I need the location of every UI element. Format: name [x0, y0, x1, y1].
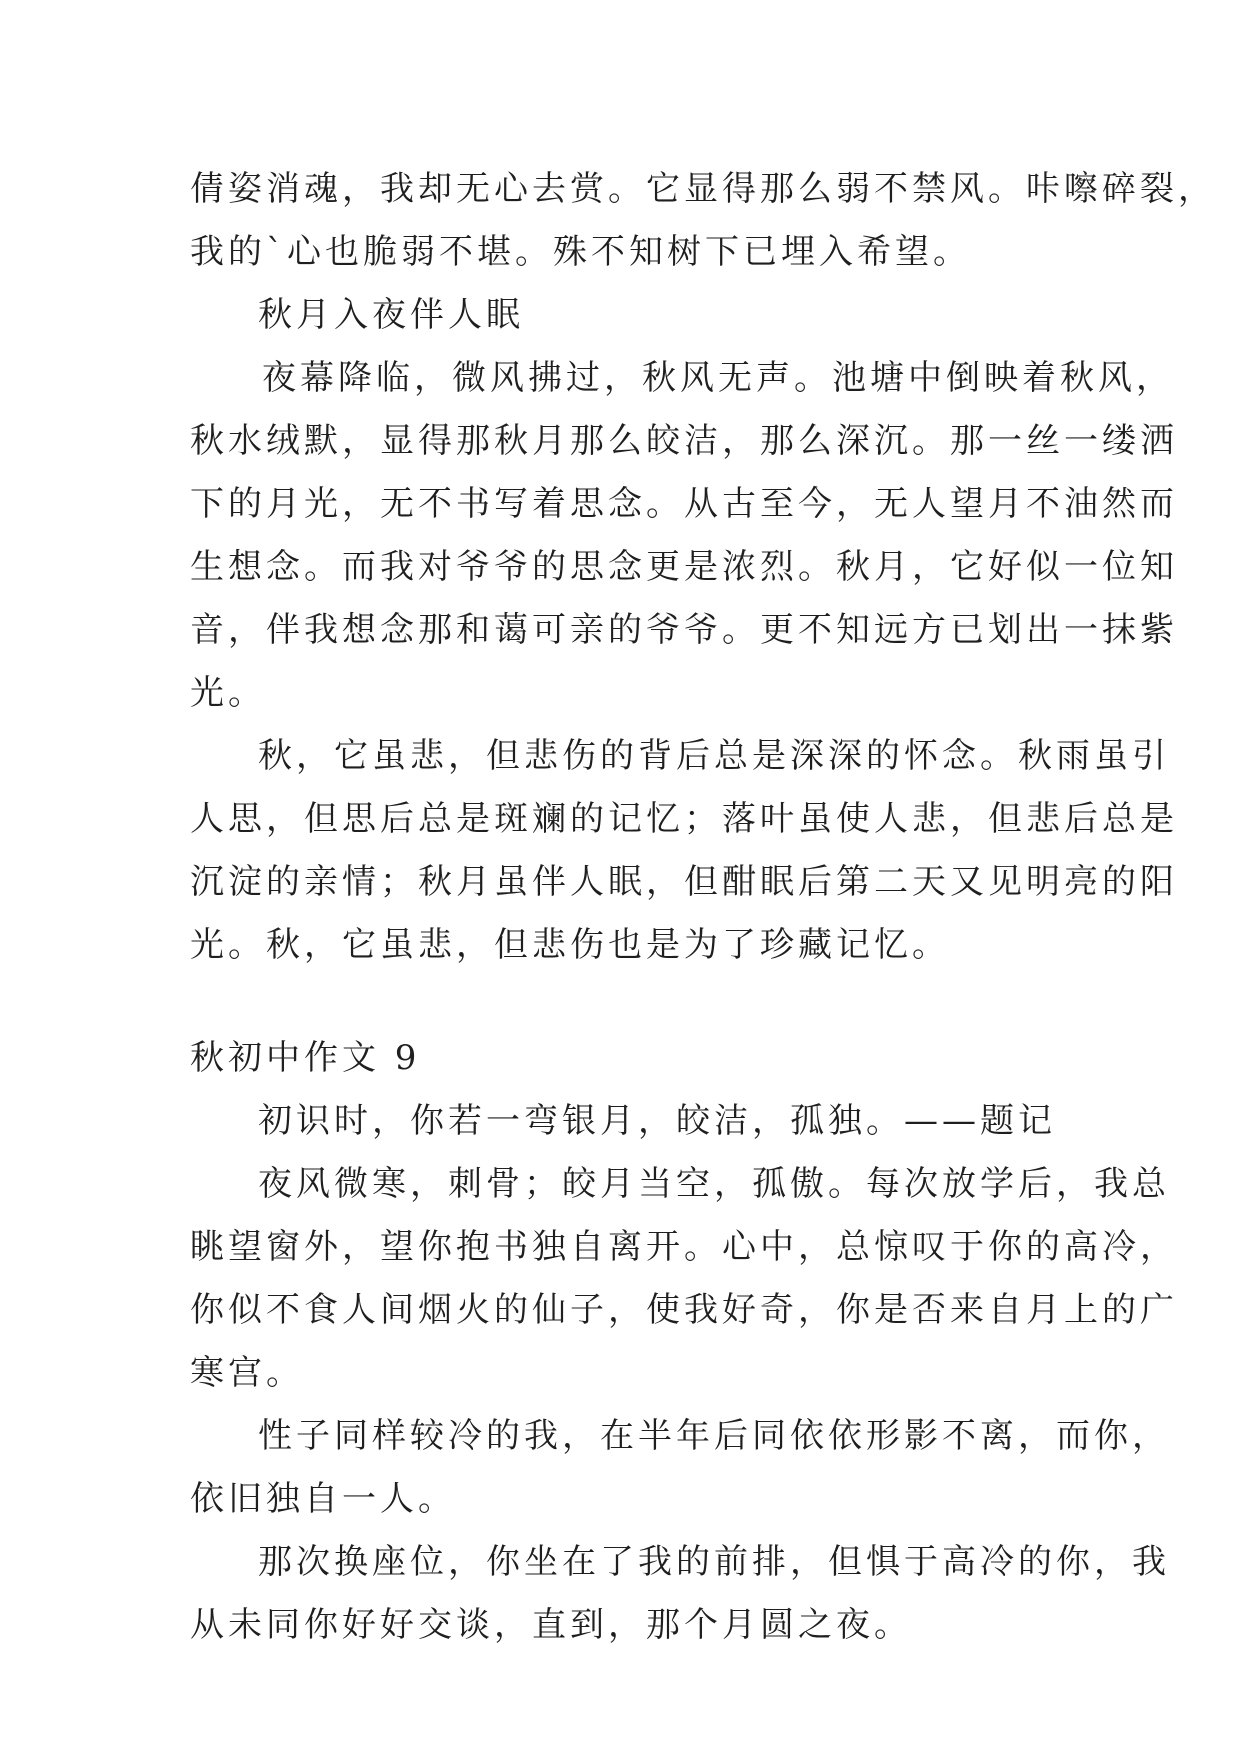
text-line: 音，伴我想念那和蔼可亲的爷爷。更不知远方已划出一抹紫 [190, 610, 1178, 650]
text-line: 秋水绒默，显得那秋月那么皎洁，那么深沉。那一丝一缕洒 [190, 421, 1178, 461]
text-line: 性子同样较冷的我，在半年后同依依形影不离，而你， [258, 1416, 1170, 1456]
essay-heading: 秋初中作文 9 [190, 1038, 421, 1078]
epigraph: 初识时，你若一弯银月，皎洁，孤独。——题记 [258, 1101, 1056, 1141]
text-line: 沉淀的亲情；秋月虽伴人眠，但酣眠后第二天又见明亮的阳 [190, 862, 1178, 902]
text-line: 秋，它虽悲，但悲伤的背后总是深深的怀念。秋雨虽引 [258, 736, 1170, 776]
text-line: 依旧独自一人。 [190, 1479, 456, 1519]
text-line: 光。秋，它虽悲，但悲伤也是为了珍藏记忆。 [190, 925, 950, 965]
text-line: 我的`心也脆弱不堪。殊不知树下已埋入希望。 [190, 232, 971, 272]
text-line: 人思，但思后总是斑斓的记忆；落叶虽使人悲，但悲后总是 [190, 799, 1178, 839]
text-line: 下的月光，无不书写着思念。从古至今，无人望月不油然而 [190, 484, 1178, 524]
text-line: 寒宫。 [190, 1353, 304, 1393]
text-line: 那次换座位，你坐在了我的前排，但惧于高冷的你，我 [258, 1542, 1170, 1582]
text-line: 倩姿消魂，我却无心去赏。它显得那么弱不禁风。咔嚓碎裂， [190, 169, 1216, 209]
text-line: 眺望窗外，望你抱书独自离开。心中，总惊叹于你的高冷， [190, 1227, 1178, 1267]
subtitle: 秋月入夜伴人眠 [258, 295, 524, 335]
section-gap [190, 977, 1060, 1027]
text-line: 夜风微寒，刺骨；皎月当空，孤傲。每次放学后，我总 [258, 1164, 1170, 1204]
text-line: 夜幕降临，微风拂过，秋风无声。池塘中倒映着秋风， [262, 358, 1174, 398]
text-line: 从未同你好好交谈，直到，那个月圆之夜。 [190, 1605, 912, 1645]
text-line: 生想念。而我对爷爷的思念更是浓烈。秋月，它好似一位知 [190, 547, 1178, 587]
document-page [190, 158, 1216, 1657]
text-line: 光。 [190, 673, 266, 713]
text-line: 你似不食人间烟火的仙子，使我好奇，你是否来自月上的广 [190, 1290, 1178, 1330]
